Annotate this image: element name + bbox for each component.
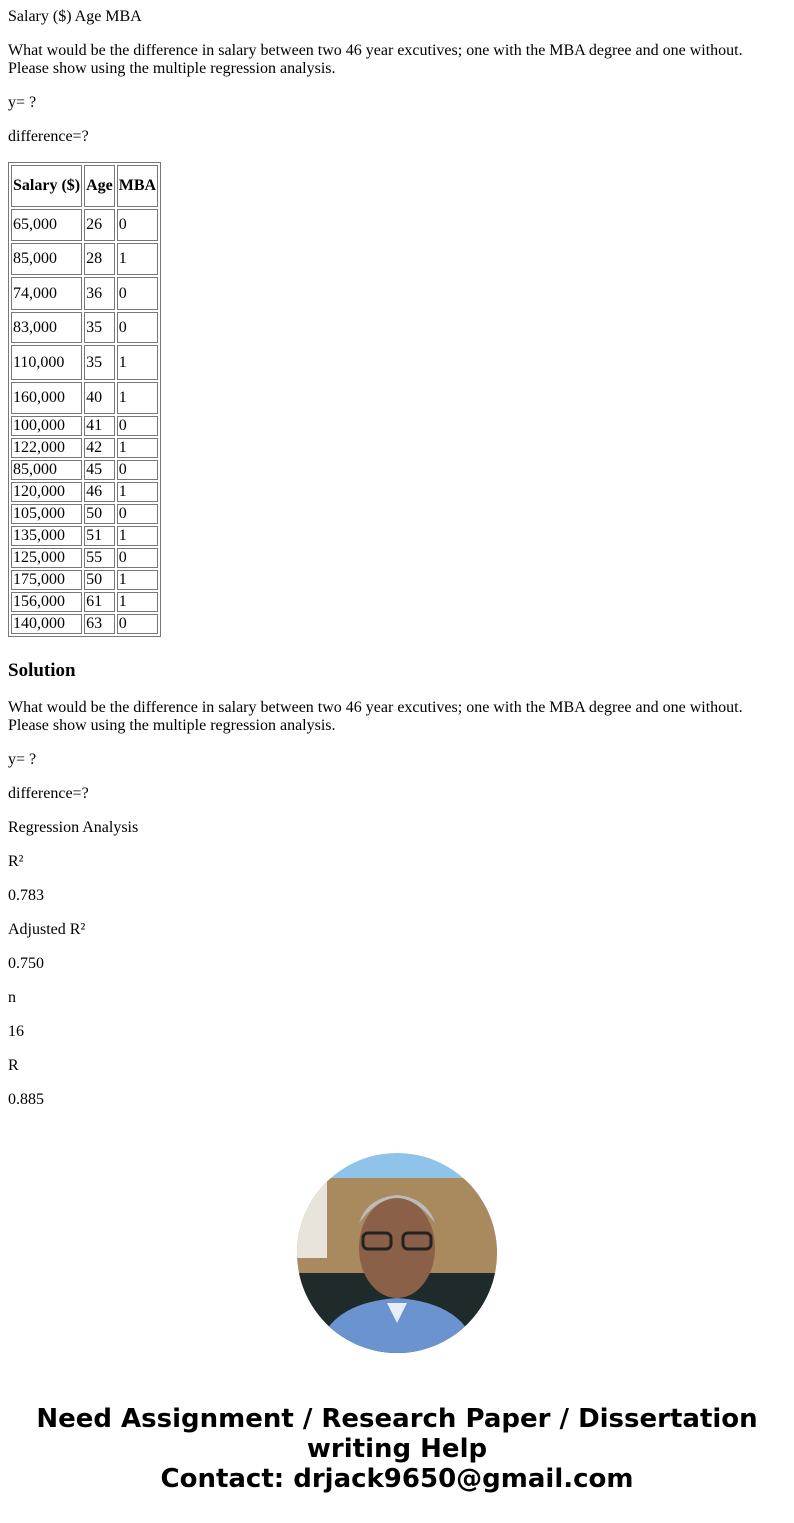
table-row [11,209,158,241]
data-table [8,162,161,637]
stat-value: 0.783 [8,887,44,904]
header-line: Salary ($) Age MBA [8,8,142,25]
table-row [11,416,158,436]
table-row [11,548,158,568]
question-text: What would be the difference in salary between two 46 year excutives; one with the MBA degree and one without. Please show using the multiple regression analysis. [8,42,743,77]
y-line: y= ? [8,94,37,111]
cell-mba: 0 [117,460,158,480]
cell-mba: 1 [117,526,158,546]
cell-salary: 125,000 [11,548,82,568]
cell-salary: 85,000 [11,243,82,275]
table-row [11,460,158,480]
cell-age: 41 [84,416,115,436]
cell-salary: 156,000 [11,592,82,612]
author-photo [297,1153,497,1353]
cell-salary: 85,000 [11,460,82,480]
stat-value: 0.750 [8,955,44,972]
cell-age: 45 [84,460,115,480]
cell-salary: 105,000 [11,504,82,524]
table-row [11,312,158,343]
table-row [11,482,158,502]
cell-mba: 1 [117,482,158,502]
cell-age: 26 [84,209,115,241]
solution-question: What would be the difference in salary between two 46 year excutives; one with the MBA degree and one without. Please show using the multiple regression analysis. [8,699,743,734]
cell-age: 46 [84,482,115,502]
header-mba: MBA [117,165,158,207]
stat-value: 0.885 [8,1091,44,1108]
table-row [11,504,158,524]
cell-mba: 0 [117,504,158,524]
header-age: Age [84,165,115,207]
cell-mba: 0 [117,312,158,343]
cell-mba: 0 [117,548,158,568]
table-row [11,277,158,310]
table-row [11,243,158,275]
stat-label: Adjusted R² [8,921,86,938]
cell-mba: 1 [117,570,158,590]
stat-value: 16 [8,1023,24,1040]
cell-mba: 1 [117,438,158,458]
table-row [11,570,158,590]
cell-salary: 120,000 [11,482,82,502]
solution-y-line: y= ? [8,751,37,768]
difference-line: difference=? [8,128,89,145]
cell-salary: 110,000 [11,345,82,380]
footer-ad [0,1404,794,1494]
cell-age: 35 [84,345,115,380]
cell-mba: 1 [117,382,158,414]
table-row [11,345,158,380]
cell-salary: 74,000 [11,277,82,310]
table-row [11,438,158,458]
table-row [11,382,158,414]
solution-difference-line: difference=? [8,785,89,802]
cell-salary: 175,000 [11,570,82,590]
cell-salary: 122,000 [11,438,82,458]
cell-mba: 1 [117,345,158,380]
footer-line3: Contact: drjack9650@gmail.com [160,1464,634,1494]
cell-mba: 0 [117,209,158,241]
cell-mba: 0 [117,614,158,634]
solution-heading: Solution [8,660,76,681]
cell-mba: 0 [117,277,158,310]
cell-mba: 1 [117,592,158,612]
cell-salary: 140,000 [11,614,82,634]
header-salary: Salary ($) [11,165,82,207]
cell-age: 50 [84,504,115,524]
cell-age: 50 [84,570,115,590]
cell-mba: 0 [117,416,158,436]
footer-line1: Need Assignment / Research Paper / Dissertation [36,1404,758,1434]
cell-salary: 135,000 [11,526,82,546]
cell-age: 35 [84,312,115,343]
cell-age: 28 [84,243,115,275]
cell-age: 61 [84,592,115,612]
cell-salary: 100,000 [11,416,82,436]
stat-label: R [8,1057,19,1074]
cell-salary: 83,000 [11,312,82,343]
cell-age: 63 [84,614,115,634]
stat-label: R² [8,853,24,870]
cell-age: 55 [84,548,115,568]
footer-line2: writing Help [306,1434,488,1464]
cell-age: 42 [84,438,115,458]
cell-age: 51 [84,526,115,546]
cell-age: 36 [84,277,115,310]
table-row [11,614,158,634]
table-row [11,526,158,546]
cell-mba: 1 [117,243,158,275]
table-header-row [11,165,158,207]
table-row [11,592,158,612]
stat-label: n [8,989,16,1006]
cell-salary: 160,000 [11,382,82,414]
cell-age: 40 [84,382,115,414]
cell-salary: 65,000 [11,209,82,241]
regression-title: Regression Analysis [8,819,139,836]
